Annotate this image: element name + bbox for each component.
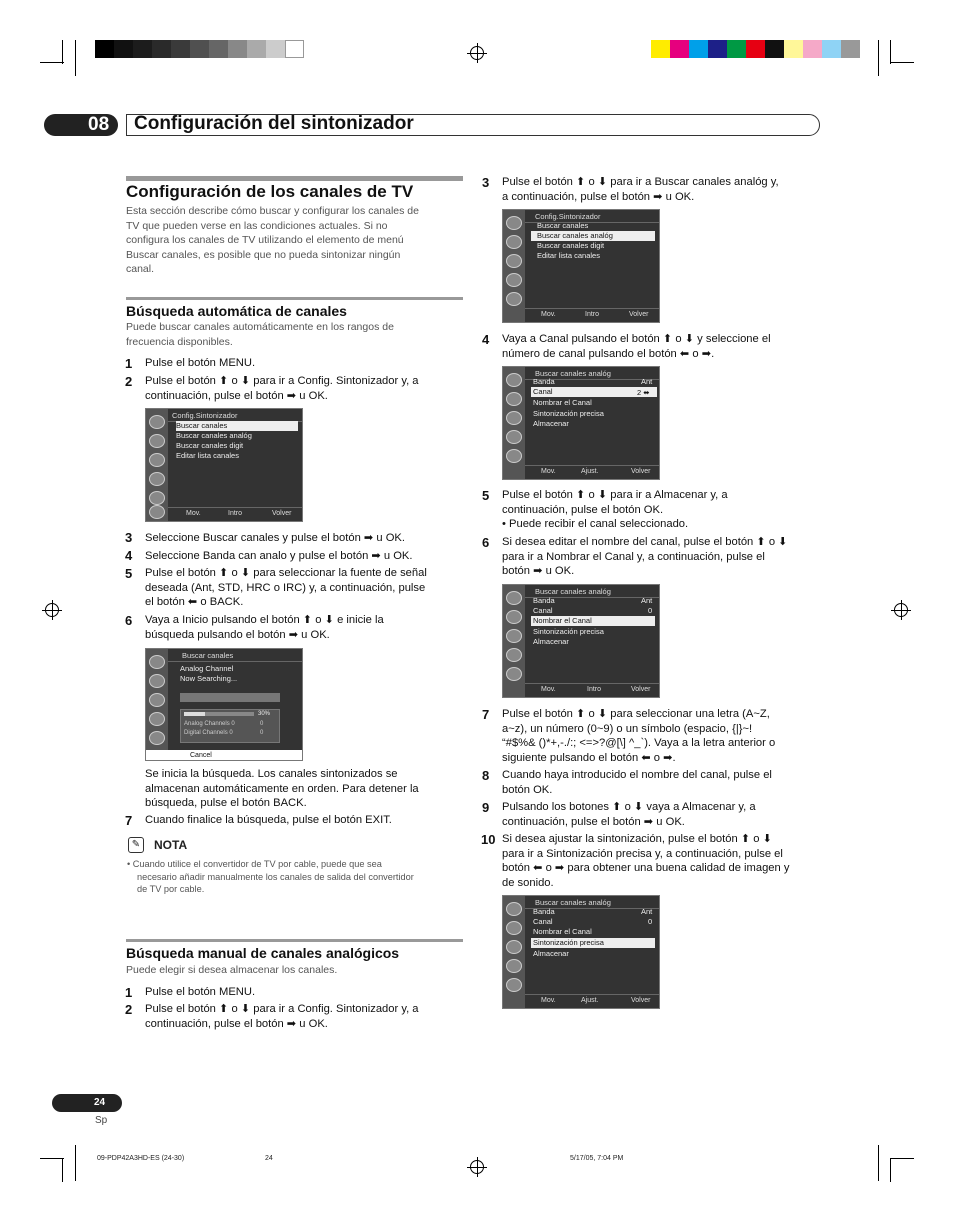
section-intro: Esta sección describe cómo buscar y configurar los canales de TV que pueden verse en las condiciones actuales. Si no configura los canales de TV utilizando el elemento de menú Buscar canales, es posible que no pueda sintonizar ningún canal. [126, 205, 419, 276]
step-number: 5 [125, 566, 133, 581]
step-text: Pulsando los botones ⬆ o ⬇ vaya a Almacenar y, a continuación, pulse el botón ➡ u OK. [502, 801, 756, 828]
step-text: Seleccione Buscar canales y pulse el botón ➡ u OK. [145, 532, 405, 544]
step-number: 2 [125, 1002, 133, 1017]
step-number: 3 [482, 175, 490, 190]
step-text: Pulse el botón ⬆ o ⬇ para seleccionar la fuente de señal deseada (Ant, STD, HRC o IRC) y, a continuación, pulse el botón ⬅ o BACK. [145, 567, 427, 609]
step-number: 7 [482, 707, 490, 722]
cc-icon [149, 505, 165, 519]
setup-icon [149, 472, 165, 486]
menu-item: Buscar canales analóg [176, 431, 252, 440]
tv-screen-config [145, 408, 303, 522]
audio-icon [149, 453, 165, 467]
registration-mark [470, 1160, 484, 1174]
step-text: Vaya a Inicio pulsando el botón ⬆ o ⬇ e inicie la búsqueda pulsando el botón ➡ u OK. [145, 614, 384, 641]
screen-header: Config.Sintonizador [172, 411, 238, 420]
auto-search-title: Búsqueda automática de canales [126, 303, 347, 319]
crop-mark [890, 1158, 914, 1159]
screen-header: Config.Sintonizador [535, 212, 601, 221]
footer-move: Mov. [186, 510, 201, 517]
step-number: 8 [482, 768, 490, 783]
crop-mark [40, 62, 64, 63]
color-swatch [803, 40, 822, 58]
step-text: Cuando haya introducido el nombre del canal, pulse el botón OK. [502, 769, 772, 796]
globe-icon [149, 491, 165, 505]
gray-swatch [247, 40, 266, 58]
step-number: 3 [125, 530, 133, 545]
search-line: Analog Channel [180, 664, 234, 673]
step-text: Pulse el botón MENU. [145, 357, 256, 369]
tv-screen-config-analog: Config.Sintonizador Buscar canales Buscar canales analóg Buscar canales digit Editar lista canales Mov. Intro Volver [502, 209, 660, 323]
gray-swatch [228, 40, 247, 58]
crop-mark [62, 1158, 63, 1182]
crop-mark [75, 40, 76, 76]
gray-swatch [266, 40, 285, 58]
section-title: Configuración de los canales de TV [126, 182, 414, 201]
progress-bar [184, 712, 254, 716]
gray-swatch [171, 40, 190, 58]
step-number: 1 [125, 356, 133, 371]
page-number: 24 [52, 1094, 122, 1112]
step-text: Si desea editar el nombre del canal, pulse el botón ⬆ o ⬇ para ir a Nombrar el Canal y, a continuación, pulse el botón ➡ u OK. [502, 536, 788, 578]
crop-mark [62, 40, 63, 64]
tv-screen-nombrar: Buscar canales analóg Banda Ant Canal 0 Nombrar el Canal Sintonización precisa Almacenar Mov. Intro Volver [502, 584, 660, 698]
screen-header: Buscar canales analóg [535, 369, 611, 378]
search-line: Now Searching... [180, 674, 238, 683]
step-text: Pulse el botón ⬆ o ⬇ para ir a Config. Sintonizador y, a continuación, pulse el botón ➡ u OK. [145, 375, 419, 402]
color-swatch [822, 40, 841, 58]
digital-count: Digital Channels 0 [184, 730, 233, 736]
step-text: Pulse el botón ⬆ o ⬇ para ir a Config. Sintonizador y, a continuación, pulse el botón ➡ u OK. [145, 1003, 419, 1030]
menu-item: Buscar canales [176, 421, 298, 431]
step-number: 5 [482, 488, 490, 503]
step-number: 9 [482, 800, 490, 815]
gray-swatch [114, 40, 133, 58]
subsection-rule [126, 939, 463, 942]
cancel-label: Cancel [190, 752, 212, 759]
tv-screen-sintonizacion: Buscar canales analóg Banda Ant Canal 0 Nombrar el Canal Sintonización precisa Almacenar Mov. Ajust. Volver [502, 895, 660, 1009]
step-text: Pulse el botón ⬆ o ⬇ para ir a Buscar canales analóg y, a continuación, pulse el botón ➡ u OK. [502, 176, 779, 203]
gray-swatch [285, 40, 304, 58]
gray-swatch [190, 40, 209, 58]
auto-intro: Puede buscar canales automáticamente en los rangos de frecuencia disponibles. [126, 321, 394, 348]
step-number: 10 [481, 832, 496, 847]
menu-item: Buscar canales digit [537, 241, 605, 250]
gray-swatch [152, 40, 171, 58]
section-rule [126, 176, 463, 181]
menu-item: Buscar canales digit [176, 441, 244, 450]
picture-icon [149, 434, 165, 448]
screen-header: Buscar canales analóg [535, 898, 611, 907]
crop-mark [890, 1158, 891, 1182]
step-text: Pulse el botón ⬆ o ⬇ para ir a Almacenar y, a continuación, pulse el botón OK. • Puede recibir el canal seleccionado. [502, 489, 728, 531]
crop-mark [890, 40, 891, 64]
step-text: Seleccione Banda can analo y pulse el botón ➡ u OK. [145, 550, 413, 562]
step-number: 6 [125, 613, 133, 628]
step-number: 7 [125, 813, 133, 828]
crop-mark [75, 1145, 76, 1181]
color-swatch [689, 40, 708, 58]
crop-mark [40, 1158, 64, 1159]
registration-mark [470, 46, 484, 60]
analog-count-val: 0 [260, 721, 264, 727]
step-number: 1 [125, 985, 133, 1000]
gray-swatch [209, 40, 228, 58]
digital-count-val: 0 [260, 730, 264, 736]
crop-mark [878, 40, 879, 76]
file-name: 09-PDP42A3HD-ES (24-30) [97, 1155, 185, 1162]
search-started-text: Se inicia la búsqueda. Los canales sintonizados se almacenan automáticamente en orden. Para detener la búsqueda, pulse el botón BACK. [145, 768, 419, 810]
print-date: 5/17/05, 7:04 PM [570, 1155, 624, 1162]
step-number: 4 [125, 548, 133, 563]
color-swatch [727, 40, 746, 58]
print-page: 24 [265, 1155, 273, 1162]
step-number: 2 [125, 374, 133, 389]
menu-item: Buscar canales [537, 221, 589, 230]
manual-intro: Puede elegir si desea almacenar los canales. [126, 964, 338, 976]
lang-label: Sp [95, 1115, 108, 1126]
color-swatch [841, 40, 860, 58]
screen-header: Buscar canales analóg [535, 587, 611, 596]
gray-swatch [133, 40, 152, 58]
color-swatch [784, 40, 803, 58]
tv-screen-search [145, 648, 303, 761]
chapter-title: Configuración del sintonizador [134, 113, 414, 134]
color-swatch [746, 40, 765, 58]
color-swatch [670, 40, 689, 58]
step-text: Pulse el botón MENU. [145, 986, 256, 998]
crop-mark [890, 62, 914, 63]
footer-enter: Intro [228, 510, 243, 517]
step-number: 4 [482, 332, 490, 347]
note-title: NOTA [154, 838, 188, 852]
color-swatch [708, 40, 727, 58]
crop-mark [878, 1145, 879, 1181]
menu-item: Editar lista canales [176, 451, 239, 460]
registration-mark [45, 603, 59, 617]
analog-count: Analog Channels 0 [184, 721, 235, 727]
pencil-icon: ✎ [128, 837, 144, 853]
gray-swatch [95, 40, 114, 58]
step-number: 6 [482, 535, 490, 550]
step-text: Pulse el botón ⬆ o ⬇ para seleccionar una letra (A~Z, a~z), un número (0~9) o un símbolo (espacio, {|}~! “#$%& ()*+,-./:; <=>?@[\] ^_`). Vaya a la letra anterior o siguiente pulsando el botón ⬅ o ➡. [502, 708, 776, 764]
menu-item: Editar lista canales [537, 251, 600, 260]
screen-header: Buscar canales [182, 651, 234, 660]
menu-item: Buscar canales analóg [531, 231, 655, 241]
footer-back: Volver [272, 510, 292, 517]
registration-mark [894, 603, 908, 617]
manual-search-title: Búsqueda manual de canales analógicos [126, 945, 400, 961]
subsection-rule [126, 297, 463, 300]
step-text: Cuando finalice la búsqueda, pulse el botón EXIT. [145, 814, 392, 826]
note-body: • Cuando utilice el convertidor de TV por cable, puede que sea necesario añadir manualmente los canales de salida del convertidor de TV por cable. [127, 859, 414, 895]
step-text: Si desea ajustar la sintonización, pulse el botón ⬆ o ⬇ para ir a Sintonización precisa y, a continuación, pulse el botón ⬅ o ➡ para obtener una buena calidad de imagen y de sonido. [502, 833, 790, 889]
tv-screen-canal: Buscar canales analóg Banda Ant Canal 2 ⬌ Nombrar el Canal Sintonización precisa Almacenar Mov. Ajust. Volver [502, 366, 660, 480]
progress-pct: 30% [258, 711, 271, 717]
color-swatch [651, 40, 670, 58]
chapter-number: 08 [44, 114, 118, 136]
menu-icon [149, 415, 165, 429]
color-swatch [765, 40, 784, 58]
step-text: Vaya a Canal pulsando el botón ⬆ o ⬇ y seleccione el número de canal pulsando el botón ⬅ o ➡. [502, 333, 771, 360]
